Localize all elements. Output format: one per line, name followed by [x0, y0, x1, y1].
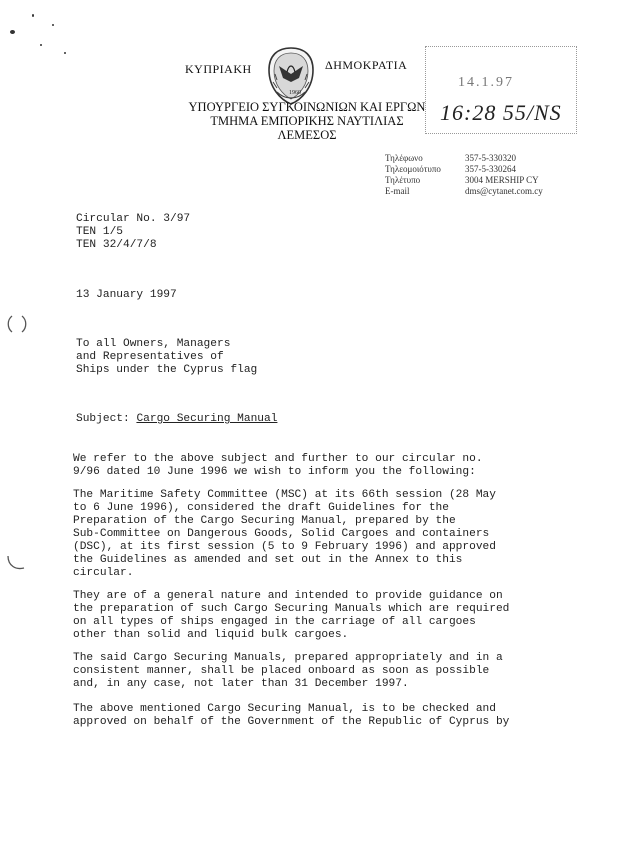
contact-phone-row — [385, 153, 543, 164]
contact-telex-value: 3004 MERSHIP CY — [465, 175, 539, 185]
ministry-block — [162, 100, 452, 142]
body-line: Sub-Committee on Dangerous Goods, Solid Cargoes and containers — [73, 528, 490, 540]
scan-speck — [40, 44, 42, 46]
contact-block — [385, 153, 543, 197]
contact-fax-value: 357-5-330264 — [465, 164, 516, 174]
contact-telex-label: Τηλέτυπο — [385, 175, 421, 185]
addressee-line: and Representatives of — [76, 351, 224, 363]
subject-title: Cargo Securing Manual — [136, 413, 278, 425]
letterhead-left-word: ΚΥΠΡΙΑΚΗ — [185, 62, 252, 76]
contact-email-value: dms@cytanet.com.cy — [465, 186, 543, 196]
addressee-block — [76, 338, 257, 377]
body-line: 9/96 dated 10 June 1996 we wish to inform you the following: — [73, 466, 476, 478]
body-line: The said Cargo Securing Manuals, prepared appropriately and in a — [73, 652, 503, 664]
hole-punch-mark — [4, 312, 30, 336]
body-paragraph — [73, 489, 563, 580]
reference-block — [76, 213, 190, 252]
addressee-line: To all Owners, Managers — [76, 338, 231, 350]
letterhead-right-word: ΔΗΜΟΚΡΑΤΙΑ — [325, 58, 408, 72]
subject-label: Subject: — [76, 413, 130, 425]
stamp-handwritten-time: 16:28 55/NS — [440, 100, 562, 125]
body-paragraph — [73, 590, 563, 642]
body-line: to 6 June 1996), considered the draft Guidelines for the — [73, 502, 449, 514]
city-name: ΛΕΜΕΣΟΣ — [277, 128, 337, 142]
body-paragraph — [73, 652, 563, 691]
addressee-line: Ships under the Cyprus flag — [76, 364, 258, 376]
stamp-date: 14.1.97 — [458, 75, 514, 90]
body-line: We refer to the above subject and further to our circular no. — [73, 453, 483, 465]
svg-text:1960: 1960 — [289, 90, 301, 96]
body-paragraph — [73, 703, 563, 729]
body-line: the preparation of such Cargo Securing Manuals which are required — [73, 603, 510, 615]
scan-speck — [64, 52, 66, 54]
file-reference: TEN 1/5 — [76, 226, 123, 238]
contact-email-row — [385, 186, 543, 197]
body-line: consistent manner, shall be placed onboard as soon as possible — [73, 665, 490, 677]
body-line: other than solid and liquid bulk cargoes. — [73, 629, 349, 641]
body-line: Preparation of the Cargo Securing Manual, prepared by the — [73, 515, 456, 527]
scan-speck — [10, 30, 15, 34]
contact-phone-value: 357-5-330320 — [465, 153, 516, 163]
ministry-name: ΥΠΟΥΡΓΕΙΟ ΣΥΓΚΟΙΝΩΝΙΩΝ ΚΑΙ ΕΡΓΩΝ — [188, 100, 426, 114]
body-line: circular. — [73, 567, 134, 579]
coat-of-arms-emblem — [265, 44, 317, 106]
body-line: (DSC), at its first session (5 to 9 February 1996) and approved — [73, 541, 496, 553]
letter-date: 13 January 1997 — [76, 289, 177, 301]
subject-line — [76, 413, 277, 426]
hole-punch-mark — [4, 552, 28, 574]
scan-speck — [52, 24, 54, 26]
circular-number: Circular No. 3/97 — [76, 213, 191, 225]
body-line: The above mentioned Cargo Securing Manual, is to be checked and — [73, 703, 496, 715]
contact-telex-row — [385, 175, 543, 186]
body-line: the Guidelines as amended and set out in the Annex to this — [73, 554, 463, 566]
body-line: The Maritime Safety Committee (MSC) at its 66th session (28 May — [73, 489, 496, 501]
body-line: They are of a general nature and intended to provide guidance on — [73, 590, 503, 602]
contact-email-label: E-mail — [385, 186, 410, 196]
body-line: on all types of ships engaged in the carriage of all cargoes — [73, 616, 476, 628]
department-name: ΤΜΗΜΑ ΕΜΠΟΡΙΚΗΣ ΝΑΥΤΙΛΙΑΣ — [210, 114, 404, 128]
contact-fax-row — [385, 164, 543, 175]
contact-fax-label: Τηλεομοιότυπο — [385, 164, 441, 174]
contact-phone-label: Τηλέφωνο — [385, 153, 423, 163]
body-paragraph — [73, 453, 563, 479]
body-line: and, in any case, not later than 31 December 1997. — [73, 678, 409, 690]
file-reference: TEN 32/4/7/8 — [76, 239, 157, 251]
scan-speck — [32, 14, 34, 17]
body-line: approved on behalf of the Government of the Republic of Cyprus by — [73, 716, 510, 728]
